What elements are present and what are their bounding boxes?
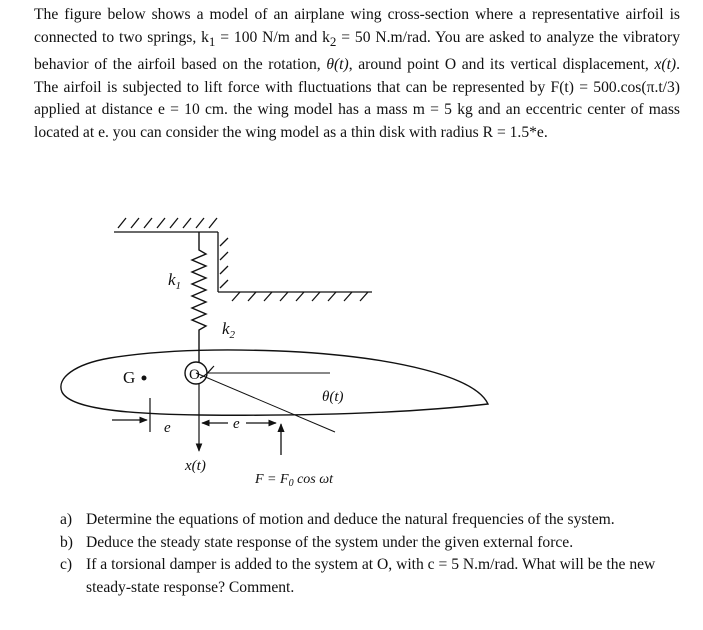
- problem-text-2: = 100 N/m and k: [215, 28, 330, 46]
- o-label: O: [189, 367, 200, 383]
- ceiling-support: [114, 218, 218, 232]
- e-left-dimension: [112, 398, 150, 432]
- question-b-label: b): [60, 533, 73, 551]
- question-a-text: Determine the equations of motion and deduce the natural frequencies of the system.: [86, 511, 615, 528]
- question-c-label: c): [60, 556, 73, 573]
- e-left-label: e: [164, 420, 171, 436]
- question-a-label: a): [60, 511, 73, 528]
- g-point: [142, 376, 147, 381]
- problem-text-4: , around point O and its vertical displacement,: [348, 55, 655, 73]
- question-list: [60, 509, 682, 599]
- problem-text-1: The figure below shows a model of an airplane wing cross-section where a representative airfoil is connected to two springs, k: [34, 6, 680, 46]
- question-c: [60, 554, 682, 599]
- k2-label: $k_2$: [222, 319, 236, 341]
- question-b-text: Deduce the steady state response of the system under the given external force.: [86, 533, 574, 551]
- x-symbol: x(t): [654, 55, 677, 73]
- x-label: x(t): [185, 458, 206, 474]
- k1-label: $k_1$: [168, 270, 182, 292]
- spring-k1: [192, 232, 206, 364]
- g-label: G: [123, 368, 136, 387]
- theta-label: θ(t): [322, 389, 344, 405]
- question-c-text: If a torsional damper is added to the system at O, with c = 5 N.m/rad. What will be the new steady-state response? Comment.: [86, 556, 656, 596]
- theta-symbol: θ(t): [326, 55, 349, 73]
- force-label: $F = F_0$ cos ωt: [255, 472, 333, 489]
- question-b: [60, 532, 682, 555]
- side-wall: [218, 232, 228, 292]
- question-a: [60, 509, 682, 532]
- e-right-label: e: [233, 416, 240, 432]
- k2-subscript: 2: [329, 33, 337, 49]
- problem-text-5: . The airfoil is subjected to lift force with fluctuations that can be represented by F(t) = 500.cos(π.t/3) applied at distance e = 10 cm. the wing model has a mass m = 5 kg and an eccentric center of mass located at e. you can consider the wing model as a thin disk with radius R = 1.5*e.: [34, 55, 680, 142]
- k1-subscript: 1: [208, 33, 216, 49]
- problem-text-3: = 50 N.m/rad. You are asked to analyze the vibratory behavior of the airfoil based on the rotation,: [34, 28, 680, 73]
- ledge-support: [218, 292, 372, 301]
